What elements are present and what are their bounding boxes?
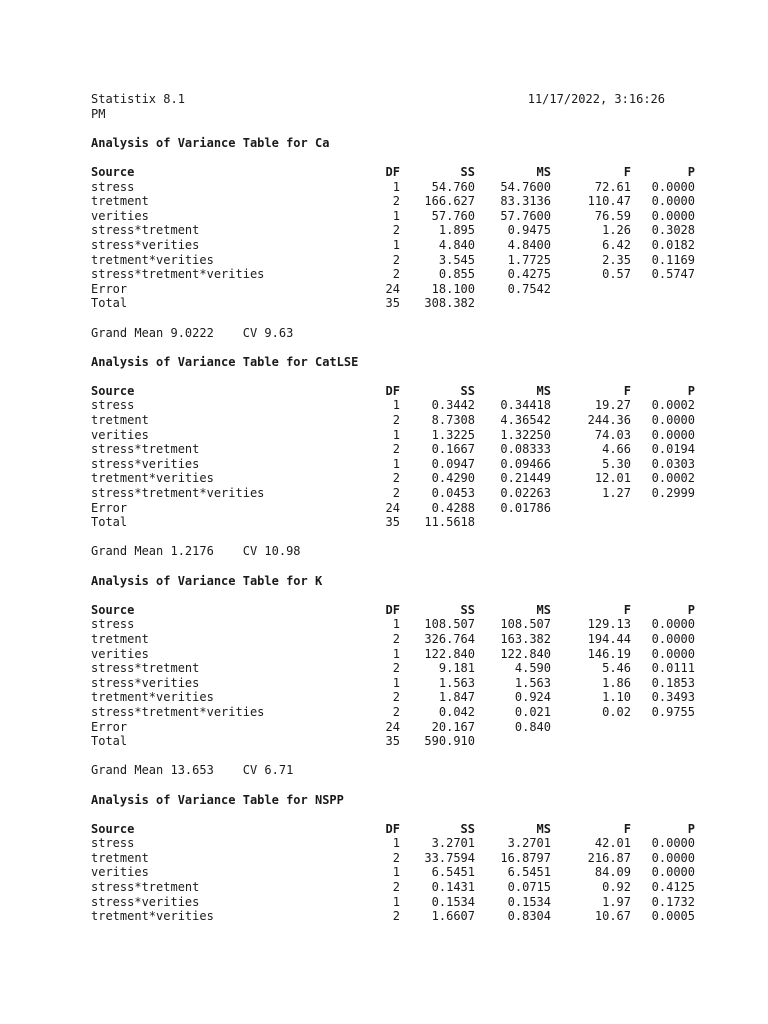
cell-df: 1 <box>392 237 400 252</box>
column-header-df: DF <box>385 164 400 179</box>
table-row <box>91 456 695 472</box>
cell-source: stress <box>91 617 135 632</box>
cell-p: 0.3028 <box>651 223 695 238</box>
report-header <box>91 92 665 107</box>
anova-table-title: Analysis of Variance Table for K <box>91 573 323 588</box>
cell-f: 19.27 <box>594 398 631 413</box>
cell-f: 0.02 <box>602 704 631 719</box>
cell-p: 0.0005 <box>651 909 695 924</box>
cell-source: Error <box>91 281 128 296</box>
cell-source: stress*tretment <box>91 661 200 676</box>
anova-header-row <box>91 602 695 618</box>
cell-f: 146.19 <box>587 646 631 661</box>
table-row <box>91 734 681 749</box>
cell-f: 84.09 <box>594 865 631 880</box>
cell-df: 1 <box>392 398 400 413</box>
cell-f: 1.26 <box>602 223 631 238</box>
cell-source: stress*tretment*verities <box>91 267 265 282</box>
cell-ms: 4.36542 <box>500 413 551 428</box>
cell-ss: 108.507 <box>424 617 475 632</box>
cell-f: 1.10 <box>602 690 631 705</box>
cell-f: 5.30 <box>602 456 631 471</box>
cell-p: 0.0002 <box>651 398 695 413</box>
cell-p: 0.0182 <box>651 237 695 252</box>
cell-p: 0.0000 <box>651 208 695 223</box>
cell-ss: 0.1534 <box>431 894 475 909</box>
cell-ss: 1.6607 <box>431 909 475 924</box>
cell-f: 244.36 <box>587 413 631 428</box>
cell-df: 35 <box>385 296 400 311</box>
cell-f: 42.01 <box>594 836 631 851</box>
anova-table-title: Analysis of Variance Table for NSPP <box>91 792 344 807</box>
cell-ss: 0.4290 <box>431 471 475 486</box>
cell-ms: 163.382 <box>500 631 551 646</box>
cell-df: 1 <box>392 894 400 909</box>
cell-source: Error <box>91 719 128 734</box>
cell-source: tretment <box>91 631 149 646</box>
cell-df: 2 <box>392 223 400 238</box>
column-header-source: Source <box>91 821 135 836</box>
cell-p: 0.4125 <box>651 880 695 895</box>
table-row <box>91 720 681 735</box>
cell-ss: 3.2701 <box>431 836 475 851</box>
cell-source: tretment <box>91 413 149 428</box>
column-header-df: DF <box>385 383 400 398</box>
table-row <box>91 486 695 501</box>
table-row <box>91 880 695 895</box>
table-row <box>91 515 681 530</box>
cell-source: tretment*verities <box>91 909 214 924</box>
cell-f: 4.66 <box>602 442 631 457</box>
cell-df: 2 <box>392 471 400 486</box>
cell-source: Total <box>91 515 128 530</box>
table-row <box>91 865 695 880</box>
cell-f: 10.67 <box>594 909 631 924</box>
cell-p: 0.0000 <box>651 427 695 442</box>
cell-source: verities <box>91 646 149 661</box>
anova-section <box>91 573 695 793</box>
cell-ss: 0.855 <box>438 267 475 282</box>
cell-p: 0.0000 <box>651 836 695 851</box>
cell-ms: 0.0715 <box>507 880 551 895</box>
cell-ss: 9.181 <box>438 661 475 676</box>
cell-ss: 18.100 <box>431 281 475 296</box>
cell-ms: 0.34418 <box>500 398 551 413</box>
table-row <box>91 208 695 224</box>
cell-f: 194.44 <box>587 631 631 646</box>
column-header-f: F <box>623 383 631 398</box>
table-row <box>91 427 695 443</box>
table-row <box>91 413 695 428</box>
cell-f: 1.97 <box>602 894 631 909</box>
cell-df: 24 <box>385 500 400 515</box>
table-row <box>91 398 695 413</box>
column-header-ms: MS <box>536 383 551 398</box>
cell-ss: 0.1667 <box>431 442 475 457</box>
cell-f: 6.42 <box>602 237 631 252</box>
cell-source: stress*verities <box>91 237 200 252</box>
cell-df: 2 <box>392 690 400 705</box>
column-header-p: P <box>687 383 695 398</box>
column-header-ss: SS <box>460 164 475 179</box>
cell-ss: 11.5618 <box>424 515 475 530</box>
cell-df: 2 <box>392 631 400 646</box>
grand-mean-summary: Grand Mean 13.653 CV 6.71 <box>91 763 294 778</box>
cell-f: 76.59 <box>594 208 631 223</box>
cell-source: tretment*verities <box>91 471 214 486</box>
cell-ss: 0.3442 <box>431 398 475 413</box>
cell-p: 0.0000 <box>651 631 695 646</box>
cell-df: 1 <box>392 179 400 194</box>
cell-ms: 3.2701 <box>507 836 551 851</box>
cell-source: tretment <box>91 194 149 209</box>
cell-df: 2 <box>392 880 400 895</box>
table-row <box>91 704 695 720</box>
cell-f: 72.61 <box>594 179 631 194</box>
cell-df: 1 <box>392 646 400 661</box>
table-row <box>91 909 695 924</box>
cell-ms: 1.563 <box>514 675 551 690</box>
column-header-f: F <box>623 164 631 179</box>
cell-source: stress*verities <box>91 894 200 909</box>
anova-table-title: Analysis of Variance Table for Ca <box>91 135 330 150</box>
table-row <box>91 237 695 253</box>
cell-source: stress <box>91 398 135 413</box>
cell-df: 2 <box>392 413 400 428</box>
cell-ms: 54.7600 <box>500 179 551 194</box>
cell-source: stress <box>91 836 135 851</box>
cell-source: verities <box>91 427 149 442</box>
cell-df: 35 <box>385 515 400 530</box>
cell-df: 2 <box>392 194 400 209</box>
column-header-source: Source <box>91 164 135 179</box>
column-header-ms: MS <box>536 602 551 617</box>
cell-ss: 20.167 <box>431 719 475 734</box>
cell-source: stress <box>91 179 135 194</box>
report-datetime: 11/17/2022, 3:16:26 <box>527 92 665 106</box>
cell-source: tretment*verities <box>91 690 214 705</box>
cell-p: 0.5747 <box>651 267 695 282</box>
cell-source: stress*verities <box>91 456 200 471</box>
cell-p: 0.1169 <box>651 252 695 267</box>
cell-p: 0.0194 <box>651 442 695 457</box>
cell-df: 2 <box>392 850 400 865</box>
cell-p: 0.0000 <box>651 179 695 194</box>
cell-ss: 33.7594 <box>424 850 475 865</box>
table-row <box>91 690 695 705</box>
anova-section <box>91 135 695 355</box>
cell-source: Error <box>91 500 128 515</box>
cell-ms: 4.590 <box>514 661 551 676</box>
table-row <box>91 850 695 866</box>
cell-ms: 0.8304 <box>507 909 551 924</box>
cell-p: 0.0000 <box>651 413 695 428</box>
cell-ss: 0.4288 <box>431 500 475 515</box>
cell-ss: 1.3225 <box>431 427 475 442</box>
table-row <box>91 252 695 268</box>
anova-header-row <box>91 383 695 399</box>
cell-ms: 4.8400 <box>507 237 551 252</box>
cell-ss: 1.895 <box>438 223 475 238</box>
column-header-source: Source <box>91 383 135 398</box>
table-row <box>91 646 695 662</box>
cell-source: Total <box>91 296 128 311</box>
column-header-p: P <box>687 164 695 179</box>
cell-ms: 108.507 <box>500 617 551 632</box>
cell-p: 0.1732 <box>651 894 695 909</box>
cell-df: 1 <box>392 675 400 690</box>
cell-df: 1 <box>392 208 400 223</box>
cell-source: stress*tretment <box>91 223 200 238</box>
cell-df: 2 <box>392 442 400 457</box>
cell-df: 1 <box>392 865 400 880</box>
cell-f: 129.13 <box>587 617 631 632</box>
cell-p: 0.9755 <box>651 704 695 719</box>
cell-ms: 0.02263 <box>500 486 551 501</box>
column-header-f: F <box>623 821 631 836</box>
cell-ss: 0.0453 <box>431 486 475 501</box>
cell-p: 0.0000 <box>651 646 695 661</box>
table-row <box>91 661 695 676</box>
cell-df: 2 <box>392 704 400 719</box>
column-header-ss: SS <box>460 821 475 836</box>
cell-ss: 57.760 <box>431 208 475 223</box>
anova-section <box>91 354 695 574</box>
column-header-ms: MS <box>536 821 551 836</box>
cell-p: 0.0000 <box>651 617 695 632</box>
anova-tables <box>91 135 695 924</box>
cell-source: stress*tretment <box>91 880 200 895</box>
table-row <box>91 282 681 297</box>
cell-ms: 0.01786 <box>500 500 551 515</box>
cell-p: 0.0000 <box>651 194 695 209</box>
cell-p: 0.0303 <box>651 456 695 471</box>
table-row <box>91 617 695 632</box>
cell-ms: 122.840 <box>500 646 551 661</box>
report-time-suffix: PM <box>91 106 106 121</box>
cell-ss: 0.042 <box>438 704 475 719</box>
cell-ms: 1.7725 <box>507 252 551 267</box>
cell-ms: 83.3136 <box>500 194 551 209</box>
cell-f: 110.47 <box>587 194 631 209</box>
cell-df: 24 <box>385 719 400 734</box>
anova-section <box>91 792 695 924</box>
cell-source: stress*tretment <box>91 442 200 457</box>
cell-ss: 122.840 <box>424 646 475 661</box>
cell-ms: 57.7600 <box>500 208 551 223</box>
cell-ss: 6.5451 <box>431 865 475 880</box>
cell-source: stress*tretment*verities <box>91 704 265 719</box>
cell-ss: 1.847 <box>438 690 475 705</box>
cell-df: 1 <box>392 617 400 632</box>
cell-ms: 0.1534 <box>507 894 551 909</box>
table-row <box>91 267 695 282</box>
anova-header-row <box>91 821 695 837</box>
cell-source: Total <box>91 734 128 749</box>
cell-f: 12.01 <box>594 471 631 486</box>
cell-ss: 326.764 <box>424 631 475 646</box>
column-header-f: F <box>623 602 631 617</box>
cell-ss: 4.840 <box>438 237 475 252</box>
cell-ms: 16.8797 <box>500 850 551 865</box>
column-header-ss: SS <box>460 383 475 398</box>
cell-ss: 0.0947 <box>431 456 475 471</box>
cell-f: 2.35 <box>602 252 631 267</box>
cell-p: 0.0002 <box>651 471 695 486</box>
cell-ms: 1.32250 <box>500 427 551 442</box>
table-row <box>91 223 695 238</box>
column-header-df: DF <box>385 821 400 836</box>
cell-source: verities <box>91 208 149 223</box>
cell-ss: 166.627 <box>424 194 475 209</box>
cell-ms: 0.7542 <box>507 281 551 296</box>
cell-df: 1 <box>392 456 400 471</box>
cell-f: 5.46 <box>602 661 631 676</box>
column-header-source: Source <box>91 602 135 617</box>
cell-ss: 8.7308 <box>431 413 475 428</box>
cell-df: 2 <box>392 267 400 282</box>
anova-table-title: Analysis of Variance Table for CatLSE <box>91 354 359 369</box>
cell-df: 2 <box>392 486 400 501</box>
cell-ms: 6.5451 <box>507 865 551 880</box>
cell-f: 74.03 <box>594 427 631 442</box>
column-header-df: DF <box>385 602 400 617</box>
cell-f: 1.86 <box>602 675 631 690</box>
cell-p: 0.2999 <box>651 486 695 501</box>
table-row <box>91 836 695 851</box>
cell-p: 0.0111 <box>651 661 695 676</box>
cell-ss: 54.760 <box>431 179 475 194</box>
app-name: Statistix 8.1 <box>91 92 185 106</box>
document-page <box>91 92 695 924</box>
anova-header-row <box>91 164 695 180</box>
column-header-ms: MS <box>536 164 551 179</box>
cell-f: 0.57 <box>602 267 631 282</box>
table-row <box>91 442 695 457</box>
cell-ss: 1.563 <box>438 675 475 690</box>
cell-p: 0.0000 <box>651 850 695 865</box>
cell-df: 2 <box>392 661 400 676</box>
cell-f: 216.87 <box>587 850 631 865</box>
table-row <box>91 179 695 195</box>
table-row <box>91 631 695 647</box>
cell-source: tretment*verities <box>91 252 214 267</box>
cell-df: 1 <box>392 836 400 851</box>
cell-df: 2 <box>392 909 400 924</box>
cell-source: tretment <box>91 850 149 865</box>
cell-df: 1 <box>392 427 400 442</box>
cell-ms: 0.09466 <box>500 456 551 471</box>
cell-ms: 0.9475 <box>507 223 551 238</box>
cell-ss: 0.1431 <box>431 880 475 895</box>
cell-p: 0.0000 <box>651 865 695 880</box>
cell-df: 2 <box>392 252 400 267</box>
cell-df: 35 <box>385 734 400 749</box>
column-header-p: P <box>687 602 695 617</box>
table-row <box>91 296 681 311</box>
cell-ms: 0.4275 <box>507 267 551 282</box>
cell-ms: 0.924 <box>514 690 551 705</box>
cell-ss: 590.910 <box>424 734 475 749</box>
grand-mean-summary: Grand Mean 9.0222 CV 9.63 <box>91 325 294 340</box>
cell-p: 0.3493 <box>651 690 695 705</box>
column-header-ss: SS <box>460 602 475 617</box>
table-row <box>91 471 695 486</box>
cell-ms: 0.021 <box>514 704 551 719</box>
cell-f: 1.27 <box>602 486 631 501</box>
cell-ss: 3.545 <box>438 252 475 267</box>
grand-mean-summary: Grand Mean 1.2176 CV 10.98 <box>91 544 301 559</box>
cell-f: 0.92 <box>602 880 631 895</box>
cell-ms: 0.21449 <box>500 471 551 486</box>
cell-df: 24 <box>385 281 400 296</box>
table-row <box>91 194 695 209</box>
cell-source: verities <box>91 865 149 880</box>
cell-p: 0.1853 <box>651 675 695 690</box>
table-row <box>91 501 681 516</box>
cell-ms: 0.840 <box>514 719 551 734</box>
cell-ms: 0.08333 <box>500 442 551 457</box>
cell-ss: 308.382 <box>424 296 475 311</box>
table-row <box>91 675 695 691</box>
cell-source: stress*tretment*verities <box>91 486 265 501</box>
column-header-p: P <box>687 821 695 836</box>
cell-source: stress*verities <box>91 675 200 690</box>
table-row <box>91 894 695 910</box>
